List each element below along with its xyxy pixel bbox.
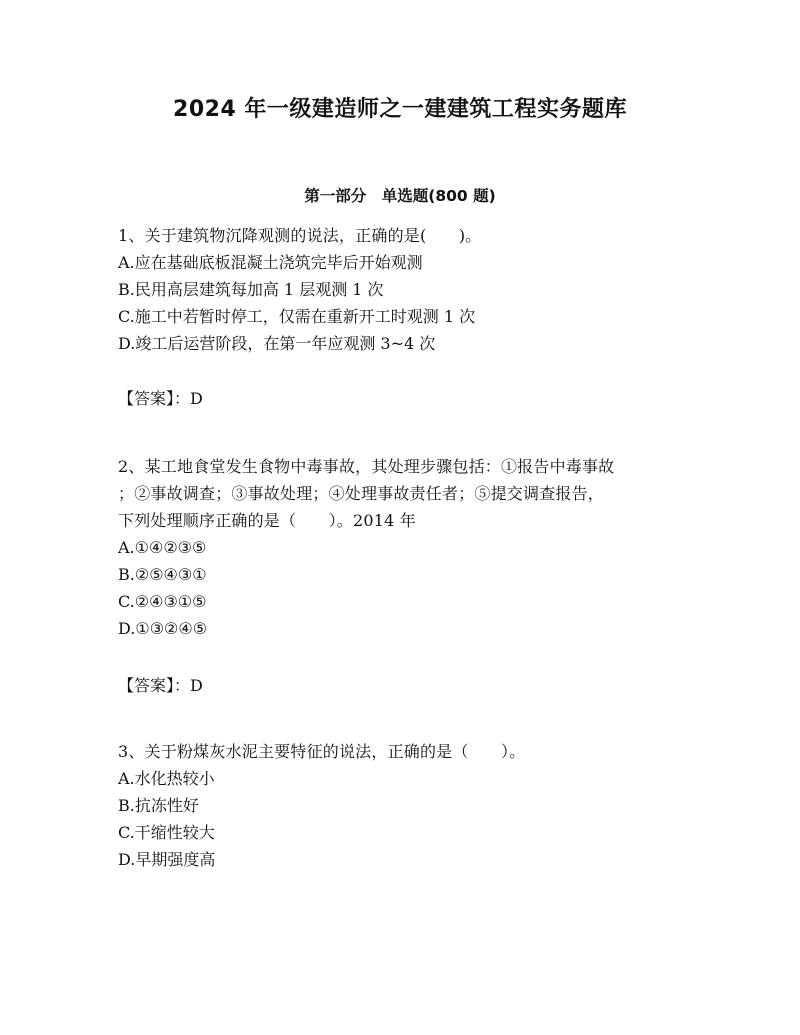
question-stem-line: ；②事故调查；③事故处理；④处理事故责任者；⑤提交调查报告， bbox=[118, 484, 605, 503]
question-stem bbox=[118, 453, 698, 534]
option-b: B.民用高层建筑每加高 1 层观测 1 次 bbox=[118, 280, 384, 299]
question-stem bbox=[118, 222, 698, 249]
question-stem-line: 3、关于粉煤灰水泥主要特征的说法，正确的是（ ）。 bbox=[118, 742, 526, 761]
option-a: A.应在基础底板混凝土浇筑完毕后开始观测 bbox=[118, 253, 423, 272]
option-b: B.抗冻性好 bbox=[118, 796, 199, 815]
option-d: D.①③②④⑤ bbox=[118, 619, 208, 638]
option-b: B.②⑤④③① bbox=[118, 565, 207, 584]
question-stem bbox=[118, 738, 698, 765]
option-d: D.竣工后运营阶段，在第一年应观测 3~4 次 bbox=[118, 334, 436, 353]
document-title: 2024 年一级建造师之一建建筑工程实务题库 bbox=[173, 97, 627, 122]
option-a: A.水化热较小 bbox=[118, 769, 215, 788]
question-2 bbox=[118, 453, 698, 642]
section-heading: 第一部分 单选题(800 题) bbox=[304, 187, 496, 205]
question-stem-line: 下列处理顺序正确的是（ ）。2014 年 bbox=[118, 511, 417, 530]
question-stem-line: 2、某工地食堂发生食物中毒事故，其处理步骤包括：①报告中毒事故 bbox=[118, 457, 615, 476]
question-stem-line: 1、关于建筑物沉降观测的说法，正确的是( )。 bbox=[118, 226, 482, 245]
option-c: C.干缩性较大 bbox=[118, 823, 215, 842]
answer-1: 【答案】：D bbox=[118, 389, 203, 408]
option-c: C.②④③①⑤ bbox=[118, 592, 207, 611]
question-1 bbox=[118, 222, 698, 357]
option-a: A.①④②③⑤ bbox=[118, 538, 207, 557]
answer-2: 【答案】：D bbox=[118, 676, 203, 695]
option-d: D.早期强度高 bbox=[118, 850, 216, 869]
question-3 bbox=[118, 738, 698, 873]
option-c: C.施工中若暂时停工，仅需在重新开工时观测 1 次 bbox=[118, 307, 476, 326]
